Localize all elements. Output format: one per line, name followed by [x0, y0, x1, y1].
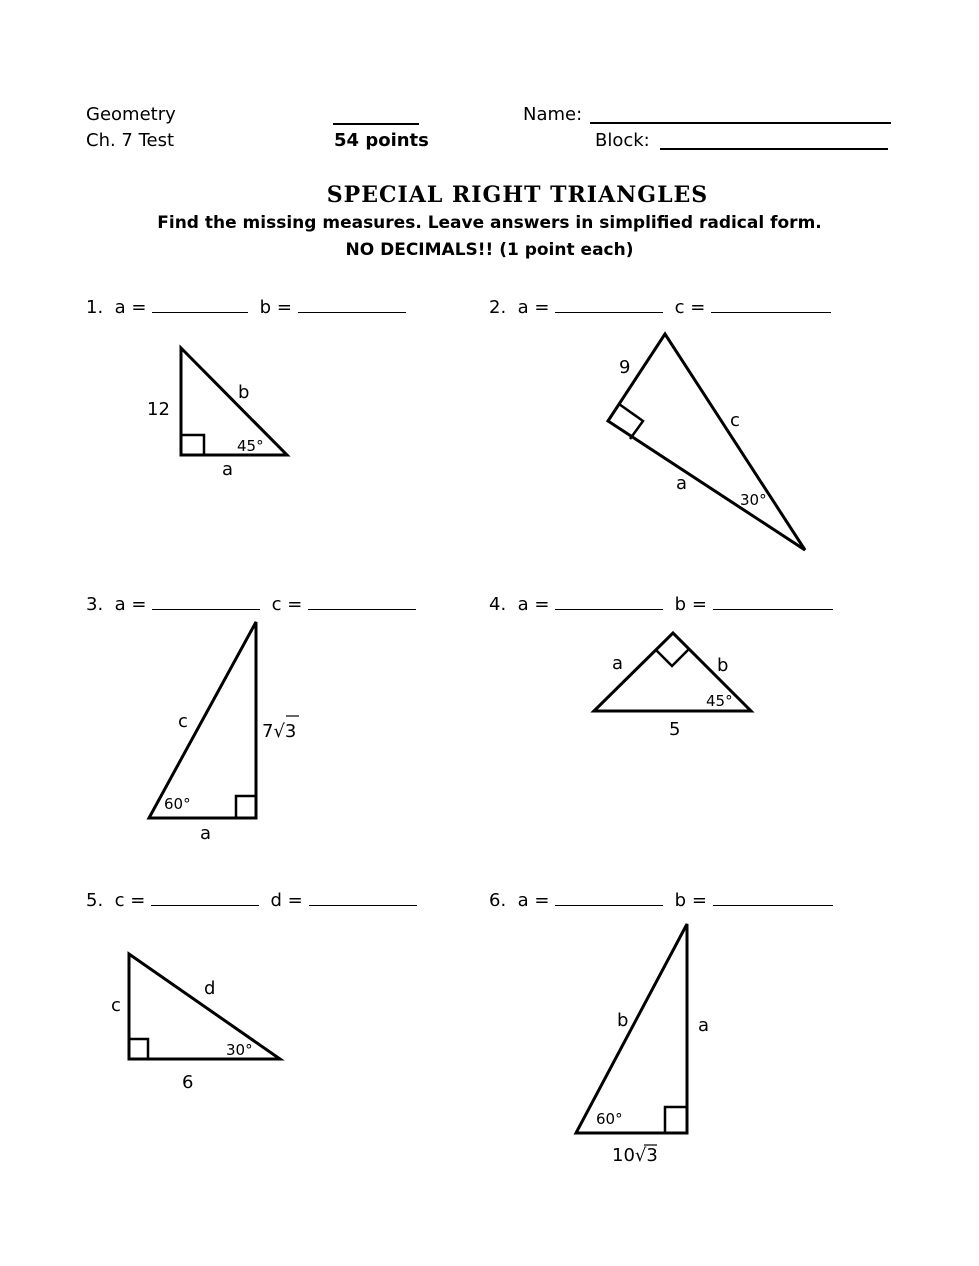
t1-angle-label: 45°: [237, 437, 264, 455]
problem-number: 3.: [86, 594, 104, 615]
test-label: Ch. 7 Test: [86, 130, 175, 151]
t3-angle-label: 60°: [164, 795, 191, 813]
t5-short-leg-label: c: [111, 995, 121, 1016]
t4-leg-left-label: a: [612, 653, 624, 674]
t2-angle-label: 30°: [740, 491, 767, 509]
t5-hyp-label: d: [204, 978, 216, 999]
problem-number: 5.: [86, 890, 104, 911]
instructions-line1: Find the missing measures. Leave answers in simplified radical form.: [157, 213, 822, 233]
t4-angle-label: 45°: [706, 692, 733, 710]
right-angle-mark-4: [656, 649, 689, 666]
block-label: Block:: [595, 130, 650, 151]
problem-number: 6.: [489, 890, 507, 911]
t5-long-leg-label: 6: [182, 1072, 194, 1093]
answer-a-label: a =: [517, 297, 550, 318]
points-label: 54 points: [334, 130, 429, 151]
answer-d-label: d =: [270, 890, 303, 911]
t3-long-leg-label: 7√3: [262, 721, 297, 742]
problem-number: 1.: [86, 297, 104, 318]
page-title: SPECIAL RIGHT TRIANGLES: [326, 182, 709, 208]
t6-long-leg-label: a: [698, 1015, 710, 1036]
answer-c-label: c =: [674, 297, 706, 318]
answer-b-label: b =: [674, 890, 707, 911]
right-angle-mark-3: [236, 796, 256, 818]
triangle-1: [181, 348, 287, 455]
t6-short-leg-label: 10√3: [612, 1145, 658, 1166]
t6-hyp-label: b: [617, 1010, 629, 1031]
triangle-2: [608, 334, 805, 550]
t1-hyp-label: b: [238, 382, 250, 403]
right-angle-mark-2: [619, 404, 643, 439]
answer-b-label: b =: [259, 297, 292, 318]
answer-a-label: a =: [517, 594, 550, 615]
answer-a-label: a =: [517, 890, 550, 911]
answer-c-label: c =: [271, 594, 303, 615]
t1-leg-horizontal-label: a: [222, 459, 234, 480]
name-label: Name:: [523, 104, 583, 125]
answer-a-label: a =: [114, 297, 147, 318]
problem-number: 4.: [489, 594, 507, 615]
triangle-6: [576, 924, 687, 1133]
answer-b-label: b =: [674, 594, 707, 615]
t4-hyp-label: 5: [669, 719, 681, 740]
instructions-line2: NO DECIMALS!! (1 point each): [345, 240, 634, 260]
right-angle-mark-5: [129, 1039, 148, 1059]
t2-short-leg-label: 9: [619, 357, 631, 378]
t2-long-leg-label: a: [676, 473, 688, 494]
t2-hyp-label: c: [730, 410, 740, 431]
right-angle-mark-6: [665, 1107, 687, 1133]
t3-hyp-label: c: [178, 711, 188, 732]
t6-angle-label: 60°: [596, 1110, 623, 1128]
triangle-3: [149, 622, 256, 818]
t4-leg-right-label: b: [717, 655, 729, 676]
answer-a-label: a =: [114, 594, 147, 615]
answer-c-label: c =: [114, 890, 146, 911]
triangle-5: [129, 954, 280, 1059]
t3-short-leg-label: a: [200, 823, 212, 844]
problem-number: 2.: [489, 297, 507, 318]
course-label: Geometry: [86, 104, 176, 125]
t1-leg-vertical-label: 12: [147, 399, 170, 420]
right-angle-mark-1: [181, 435, 204, 455]
t5-angle-label: 30°: [226, 1041, 253, 1059]
